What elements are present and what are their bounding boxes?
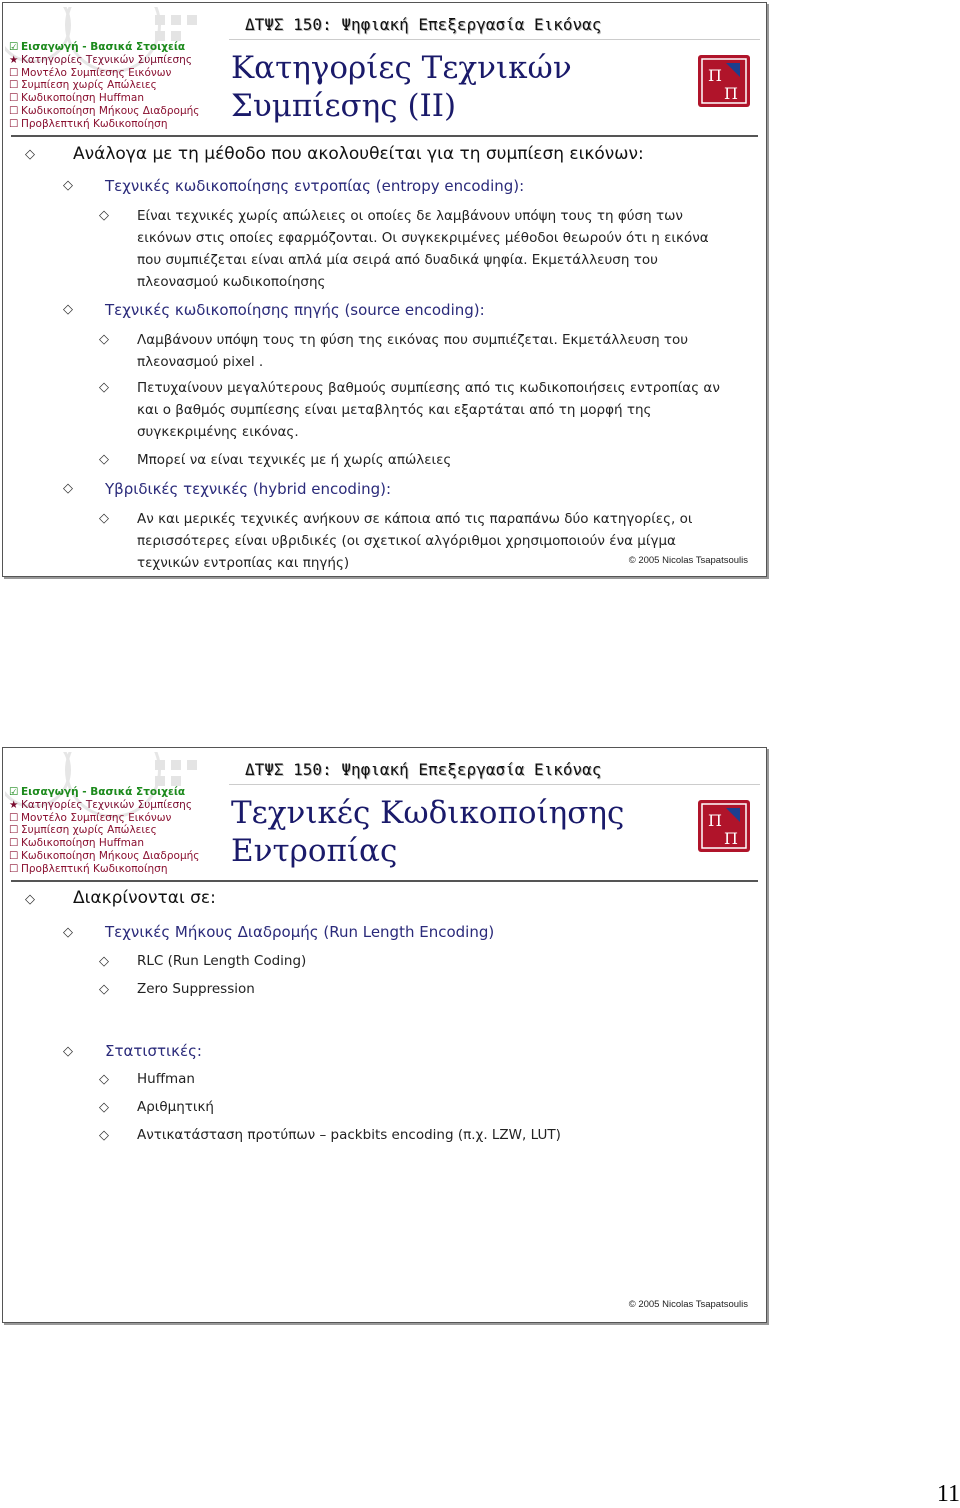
slide-2 [2, 747, 767, 1323]
nav-item-compression-categories[interactable]: ★ Κατηγορίες Τεχνικών Συμπίεσης [9, 53, 192, 66]
list-item: Μπορεί να είναι τεχνικές με ή χωρίς απώλειες [137, 452, 452, 468]
section-heading: Τεχνικές Μήκους Διαδρομής (Run Length Encoding) [105, 923, 495, 941]
diamond-outline-icon: ◇ [99, 982, 109, 997]
copyright: © 2005 Nicolas Tsapatsoulis [628, 555, 748, 566]
list-item: Είναι τεχνικές χωρίς απώλειες οι οποίες δε λαμβάνουν υπόψη τους τη φύση των εικόνων στις οποίες εφαρμόζονται. Οι συγκεκριμένες μέθοδοι θεωρούν ότι η εικόνα που συμπιέζεται είναι απλά μία σειρά από δυαδικά ψηφία. Εκμετάλλευση του πλεονασμού κωδικοποίησης [137, 208, 709, 290]
page-number: 11 [936, 1481, 960, 1507]
section-heading: Υβριδικές τεχνικές (hybrid encoding): [105, 480, 392, 498]
nav-item-lossless[interactable]: ☐ Συμπίεση χωρίς Απώλειες [9, 79, 157, 92]
diamond-outline-icon: ◇ [63, 302, 73, 317]
list-item: Αν και μερικές τεχνικές ανήκουν σε κάποια από τις παραπάνω δύο κατηγορίες, οι περισσότερες είναι υβριδικές (οι σχετικοί αλγόριθμοι χρησιμοποιούν ένα μίγμα τεχνικών εντροπίας και πηγής) [137, 511, 693, 571]
section-heading: Τεχνικές κωδικοποίησης εντροπίας (entropy encoding): [105, 177, 525, 195]
nav-item-lossless[interactable]: ☐ Συμπίεση χωρίς Απώλειες [9, 824, 157, 837]
nav-item-rle[interactable]: ☐ Κωδικοποίηση Μήκους Διαδρομής [9, 104, 200, 117]
title-divider [11, 880, 758, 882]
diamond-outline-icon: ◇ [99, 1072, 109, 1087]
diamond-outline-icon: ◇ [63, 481, 73, 496]
list-item: Αριθμητική [137, 1099, 214, 1115]
nav-item-huffman[interactable]: ☐ Κωδικοποίηση Huffman [9, 837, 144, 850]
diamond-outline-icon: ◇ [63, 178, 73, 193]
nav-item-compression-categories[interactable]: ★ Κατηγορίες Τεχνικών Συμπίεσης [9, 798, 192, 811]
diamond-outline-icon: ◇ [63, 1044, 73, 1059]
section-heading: Στατιστικές: [105, 1042, 202, 1060]
title-divider [11, 135, 758, 137]
list-item: Λαμβάνουν υπόψη τους τη φύση της εικόνας που συμπιέζεται. Εκμετάλλευση του πλεονασμού pixel . [137, 332, 689, 370]
diamond-outline-icon: ◇ [99, 1128, 109, 1143]
slide-1 [2, 2, 767, 577]
diamond-outline-icon: ◇ [99, 954, 109, 969]
nav-item-predictive[interactable]: ☐ Προβλεπτική Κωδικοποίηση [9, 117, 168, 130]
list-item: Huffman [137, 1071, 195, 1087]
nav-item-predictive[interactable]: ☐ Προβλεπτική Κωδικοποίηση [9, 862, 168, 875]
header-rule [229, 39, 760, 40]
diamond-outline-icon: ◇ [99, 511, 109, 526]
diamond-outline-icon: ◇ [25, 892, 35, 907]
header-rule [229, 784, 760, 785]
nav-item-huffman[interactable]: ☐ Κωδικοποίηση Huffman [9, 92, 144, 105]
nav-item-introduction[interactable]: ☑ Εισαγωγή - Βασικά Στοιχεία [9, 786, 186, 798]
diamond-outline-icon: ◇ [99, 208, 109, 223]
university-logo [696, 53, 752, 109]
intro-text: Ανάλογα με τη μέθοδο που ακολουθείται για τη συμπίεση εικόνων: [73, 144, 644, 164]
intro-text: Διακρίνονται σε: [73, 888, 216, 908]
list-item: Αντικατάσταση προτύπων – packbits encoding (π.χ. LZW, LUT) [137, 1127, 561, 1143]
nav-item-introduction[interactable]: ☑ Εισαγωγή - Βασικά Στοιχεία [9, 41, 186, 53]
svg-text:Π: Π [708, 811, 722, 830]
diamond-outline-icon: ◇ [99, 1100, 109, 1115]
diamond-outline-icon: ◇ [63, 925, 73, 940]
nav-item-compression-model[interactable]: ☐ Μοντέλο Συμπίεσης Εικόνων [9, 66, 172, 79]
outline-nav [9, 41, 199, 131]
slide-title: Τεχνικές Κωδικοποίησης Εντροπίας [231, 795, 625, 869]
list-item: RLC (Run Length Coding) [137, 953, 307, 969]
slide-title: Κατηγορίες Τεχνικών Συμπίεσης (ΙΙ) [231, 50, 572, 124]
copyright: © 2005 Nicolas Tsapatsoulis [628, 1299, 748, 1310]
svg-text:Π: Π [724, 84, 738, 103]
nav-item-compression-model[interactable]: ☐ Μοντέλο Συμπίεσης Εικόνων [9, 811, 172, 824]
course-title: ΔΤΨΣ 150: Ψηφιακή Επεξεργασία Εικόνας [245, 760, 602, 779]
svg-text:Π: Π [708, 66, 722, 85]
section-heading: Τεχνικές κωδικοποίησης πηγής (source encoding): [105, 301, 485, 319]
diamond-outline-icon: ◇ [99, 452, 109, 467]
list-item: Πετυχαίνουν μεγαλύτερους βαθμούς συμπίεσης από τις κωδικοποιήσεις εντροπίας αν και ο βαθμός συμπίεσης είναι μεταβλητός και εξαρτάται από τη μορφή της συγκεκριμένης εικόνας. [137, 380, 720, 440]
course-title: ΔΤΨΣ 150: Ψηφιακή Επεξεργασία Εικόνας [245, 15, 602, 34]
diamond-outline-icon: ◇ [25, 147, 35, 162]
svg-text:Π: Π [724, 829, 738, 848]
diamond-outline-icon: ◇ [99, 332, 109, 347]
outline-nav [9, 786, 199, 876]
diamond-outline-icon: ◇ [99, 380, 109, 395]
university-logo [696, 798, 752, 854]
list-item: Zero Suppression [137, 981, 255, 997]
nav-item-rle[interactable]: ☐ Κωδικοποίηση Μήκους Διαδρομής [9, 849, 200, 862]
